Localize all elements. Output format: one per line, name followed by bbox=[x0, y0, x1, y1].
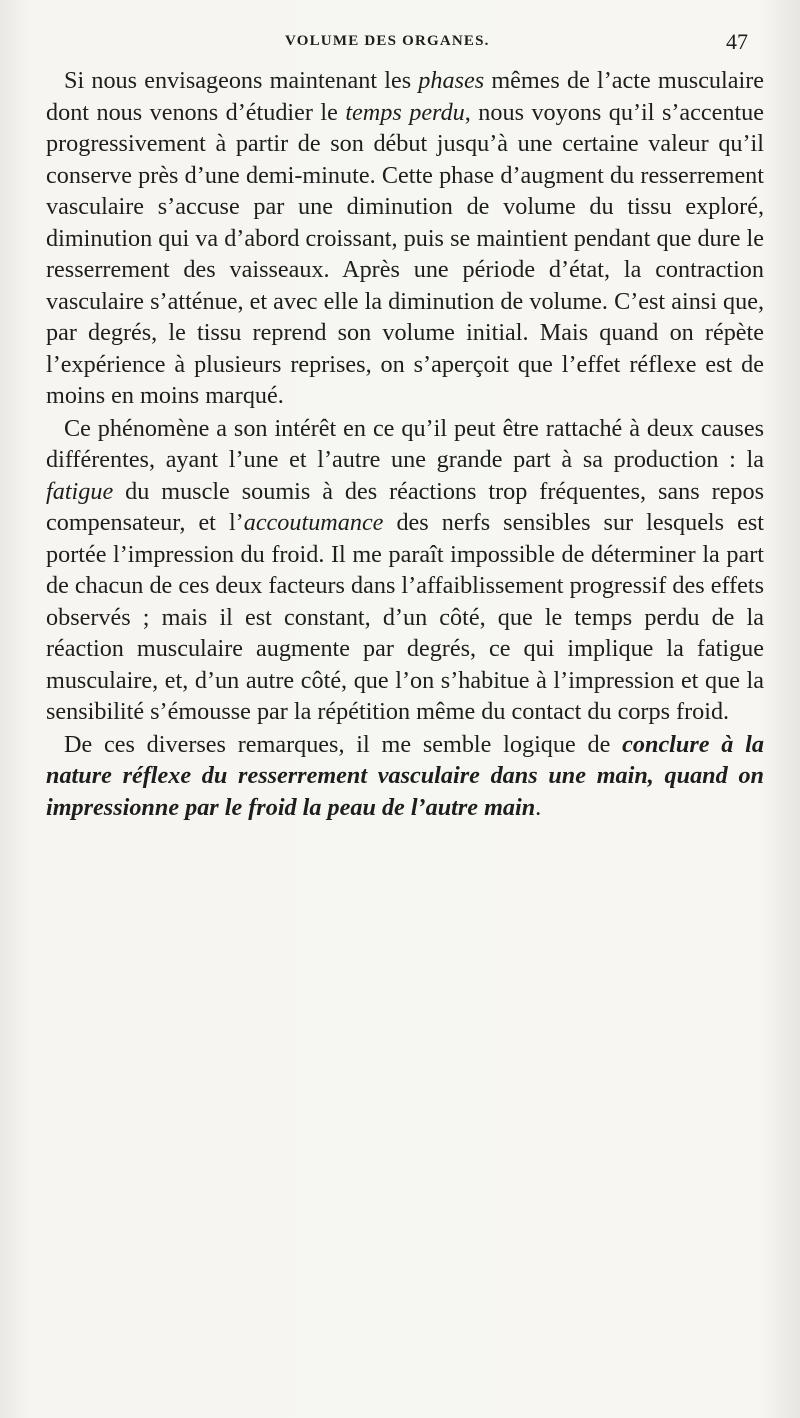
paragraph-conclusion bbox=[46, 729, 764, 824]
running-head bbox=[0, 29, 800, 57]
running-title: VOLUME DES ORGANES. bbox=[285, 33, 490, 49]
emphasis-conclusion: conclure à la nature réflexe du resserrement vasculaire dans une main, quand on impressionne par le froid la peau de l’autre main bbox=[46, 730, 764, 821]
page-number: 47 bbox=[726, 29, 748, 54]
text-run: , nous voyons qu’il s’accentue progressivement à partir de son début jusqu’à une certaine valeur qu’il conserve près d’une demi-minute. Cette phase d’augment du resserrement vasculaire s’accuse par une diminution de volume du tissu exploré, diminution qui va d’abord croissant, puis se maintient pendant que dure le resserrement des vaisseaux. Après une période d’état, la contraction vasculaire s’atténue, et avec elle la diminution de volume. C’est ainsi que, par degrés, le tissu reprend son volume initial. Mais quand on répète l’expérience à plusieurs reprises, on s’aperçoit que l’effet réflexe est de moins en moins marqué. bbox=[46, 98, 764, 409]
emphasis-accoutumance: accoutumance bbox=[243, 509, 384, 536]
body-text bbox=[46, 65, 764, 823]
text-run: Si nous envisageons maintenant les bbox=[64, 67, 419, 94]
text-run: des nerfs sensibles sur lesquels est portée l’impression du froid. Il me paraît impossible de déterminer la part de chacun de ces deux facteurs dans l’affaiblissement progressif des effets observés ; mais il est constant, d’un côté, que le temps perdu de la réaction musculaire augmente par degrés, ce qui implique la fatigue musculaire, et, d’un autre côté, que l’on s’habitue à l’impression et que la sensibilité s’émousse par la répétition même du contact du corps froid. bbox=[46, 509, 764, 725]
emphasis-temps-perdu: temps perdu bbox=[345, 98, 465, 126]
emphasis-phases: phases bbox=[418, 67, 485, 94]
paragraph-phenomene bbox=[46, 413, 764, 728]
text-run: . bbox=[535, 793, 542, 821]
emphasis-fatigue: fatigue bbox=[46, 477, 114, 505]
text-run: mêmes de l’acte musculaire dont nous venons d’étudier le bbox=[46, 67, 764, 126]
text-run: De ces diverses remarques, il me semble logique de bbox=[64, 730, 623, 758]
text-run: Ce phénomène a son intérêt en ce qu’il peut être rattaché à deux causes différentes, ayant l’une et l’autre une grande part à sa production : la bbox=[46, 414, 764, 473]
paragraph-phases bbox=[46, 65, 764, 412]
text-run: du muscle soumis à des réactions trop fréquentes, sans repos compensateur, et l’ bbox=[46, 477, 764, 536]
